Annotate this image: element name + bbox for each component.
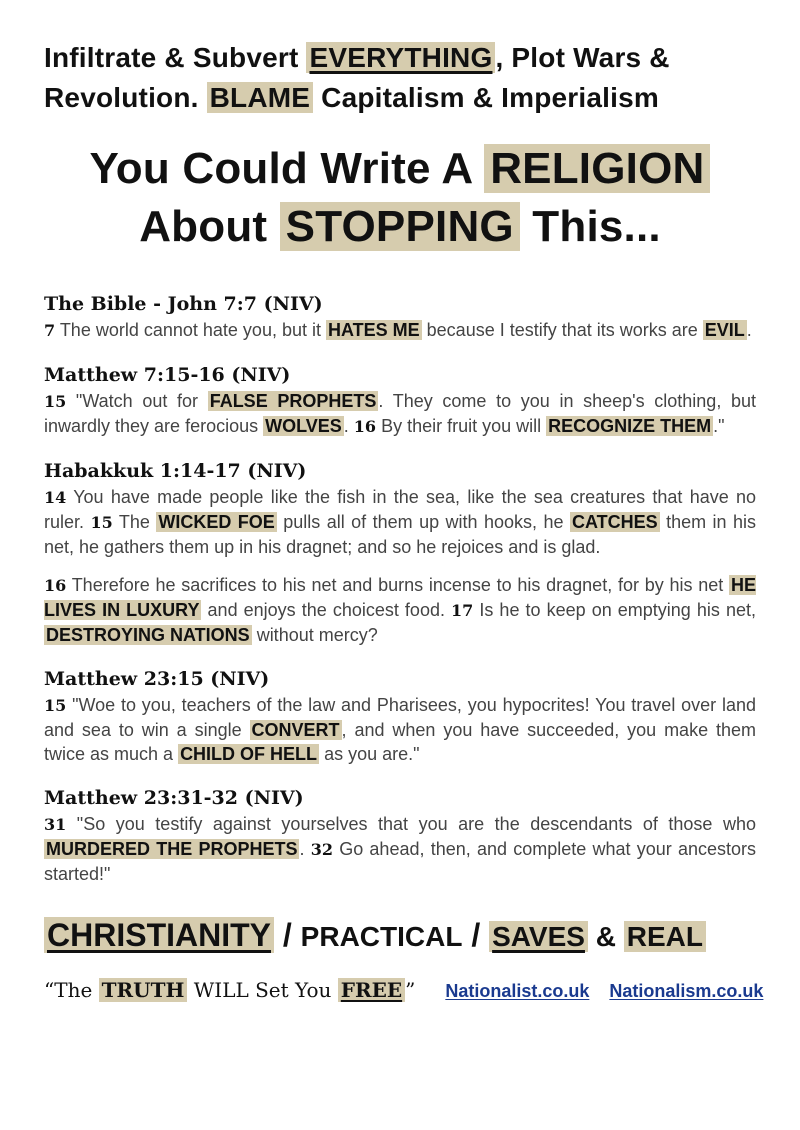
- highlight-blame: BLAME: [207, 82, 314, 113]
- section-title: Matthew 23:15 (NIV): [44, 668, 270, 690]
- footer-slogan: CHRISTIANITY / PRACTICAL / SAVES & REAL: [44, 912, 756, 960]
- nationalism-link[interactable]: Nationalism.co.uk: [609, 981, 764, 1001]
- scripture-section: [44, 667, 756, 766]
- tagline-row: [44, 978, 764, 1002]
- verse-text: 15 "Woe to you, teachers of the law and Pharisees, you hypocrites! You travel over land and sea to win a single CONVERT , and when you have succeeded, you make them twice as much a CHILD OF HELL as you are.": [44, 695, 756, 764]
- scripture-list: [44, 292, 756, 886]
- verse-text: 31 "So you testify against yourselves that you are the descendants of those who MURDERED THE PROPHETS . 32 Go ahead, then, and complete what your ancestors started!": [44, 814, 756, 884]
- scripture-section: [44, 459, 756, 647]
- verse-text: 14 You have made people like the fish in the sea, like the sea creatures that have no ruler. 15 The WICKED FOE pulls all of them up with hooks, he CATCHES them in his net, he gathers them up in his dragnet; and so he rejoices and is glad.: [44, 487, 756, 557]
- scripture-section: [44, 363, 756, 439]
- verse-text: 7 The world cannot hate you, but it HATES ME because I testify that its works are EVIL .: [44, 320, 752, 340]
- header-line-1: Infiltrate & Subvert EVERYTHING , Plot Wars &: [44, 42, 670, 73]
- verse-text: 15 "Watch out for FALSE PROPHETS . They come to you in sheep's clothing, but inwardly they are ferocious WOLVES . 16 By their fruit you will RECOGNIZE THEM .": [44, 391, 757, 436]
- highlight-christianity: CHRISTIANITY: [44, 917, 274, 953]
- section-title: The Bible - John 7:7 (NIV): [44, 293, 323, 315]
- verse-text: 16 Therefore he sacrifices to his net and burns incense to his dragnet, for by his net HE LIVES IN LUXURY and enjoys the choicest food. 17 Is he to keep on emptying his net, DESTROYING NATIONS without mercy?: [44, 575, 756, 645]
- header: [44, 38, 756, 118]
- scripture-section: [44, 292, 756, 343]
- nationalist-link[interactable]: Nationalist.co.uk: [445, 981, 590, 1001]
- highlight-religion: RELIGION: [484, 144, 710, 193]
- highlight-real: REAL: [624, 921, 706, 952]
- header-line-2: Revolution. BLAME Capitalism & Imperialism: [44, 82, 659, 113]
- highlight-everything: EVERYTHING: [306, 42, 495, 73]
- page-title: You Could Write A RELIGION About STOPPING This...: [44, 140, 756, 256]
- truth-quote: “The TRUTH WILL Set You FREE ”: [44, 978, 416, 1002]
- section-title: Matthew 23:31-32 (NIV): [44, 787, 304, 809]
- section-title: Matthew 7:15-16 (NIV): [44, 364, 291, 386]
- highlight-saves: SAVES: [489, 921, 588, 952]
- highlight-stopping: STOPPING: [280, 202, 520, 251]
- scripture-section: [44, 786, 756, 886]
- section-title: Habakkuk 1:14-17 (NIV): [44, 460, 307, 482]
